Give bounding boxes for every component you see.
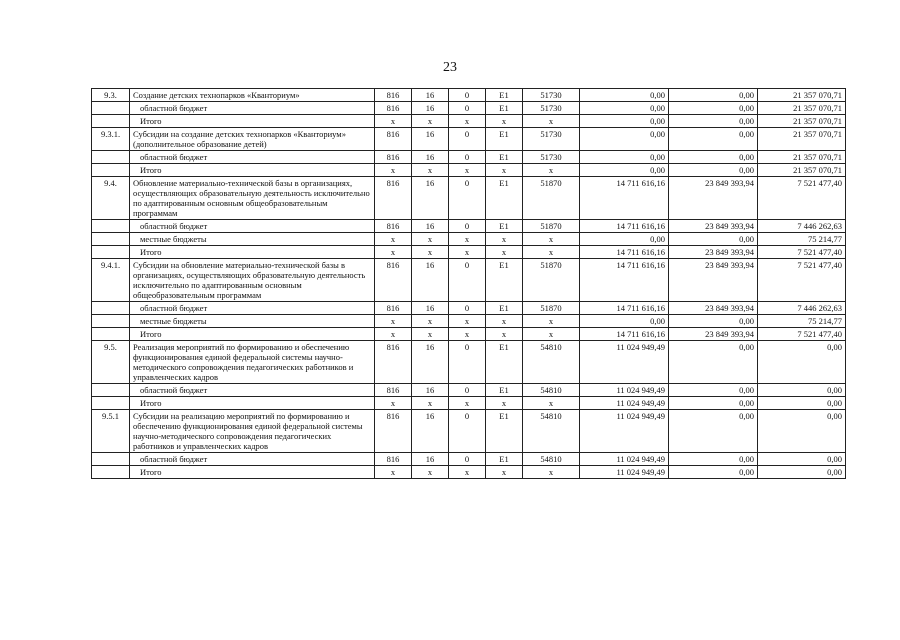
amount-year-2-cell: 0,00 [669,89,758,102]
code-project-cell: Е1 [486,151,523,164]
amount-year-3-cell: 21 357 070,71 [758,89,846,102]
row-name-cell: Субсидии на обновление материально-технической базы в организациях, осуществляющих образовательную деятельность исключительно по адаптированным основным общеобразовательным программам [130,259,375,302]
code-section-cell: 16 [412,102,449,115]
row-name-cell: Субсидии на создание детских технопарков «Кванториум» (дополнительное образование детей) [130,128,375,151]
amount-year-1-cell: 11 024 949,49 [580,466,669,479]
budget-table [91,88,846,479]
amount-year-1-cell: 14 711 616,16 [580,328,669,341]
row-number-cell [92,151,130,164]
amount-year-2-cell: 0,00 [669,453,758,466]
code-target-cell: x [523,115,580,128]
table-row [92,220,846,233]
code-target-cell: 54810 [523,384,580,397]
amount-year-3-cell: 21 357 070,71 [758,102,846,115]
code-ministry-cell: 816 [375,410,412,453]
row-name-cell: местные бюджеты [130,233,375,246]
amount-year-3-cell: 21 357 070,71 [758,128,846,151]
row-number-cell: 9.3. [92,89,130,102]
code-subsection-cell: 0 [449,453,486,466]
row-number-cell [92,102,130,115]
code-target-cell: 51870 [523,220,580,233]
amount-year-1-cell: 0,00 [580,128,669,151]
code-project-cell: Е1 [486,128,523,151]
amount-year-3-cell: 0,00 [758,341,846,384]
code-section-cell: 16 [412,89,449,102]
amount-year-3-cell: 0,00 [758,466,846,479]
amount-year-2-cell: 0,00 [669,151,758,164]
row-number-cell [92,233,130,246]
code-section-cell: x [412,246,449,259]
amount-year-3-cell: 21 357 070,71 [758,164,846,177]
amount-year-1-cell: 0,00 [580,102,669,115]
amount-year-2-cell: 0,00 [669,466,758,479]
row-name-cell: Итого [130,246,375,259]
code-target-cell: 51730 [523,151,580,164]
code-target-cell: 54810 [523,341,580,384]
amount-year-3-cell: 75 214,77 [758,315,846,328]
code-subsection-cell: 0 [449,89,486,102]
table-row [92,102,846,115]
code-project-cell: Е1 [486,89,523,102]
row-name-cell: Итого [130,164,375,177]
amount-year-2-cell: 0,00 [669,128,758,151]
code-ministry-cell: x [375,466,412,479]
code-subsection-cell: x [449,466,486,479]
code-section-cell: 16 [412,453,449,466]
row-number-cell: 9.4. [92,177,130,220]
code-target-cell: 54810 [523,453,580,466]
amount-year-1-cell: 0,00 [580,115,669,128]
table-row [92,410,846,453]
code-ministry-cell: x [375,328,412,341]
code-target-cell: x [523,246,580,259]
amount-year-2-cell: 0,00 [669,384,758,397]
row-name-cell: местные бюджеты [130,315,375,328]
amount-year-1-cell: 14 711 616,16 [580,177,669,220]
amount-year-3-cell: 0,00 [758,453,846,466]
row-name-cell: областной бюджет [130,453,375,466]
row-number-cell [92,246,130,259]
amount-year-1-cell: 14 711 616,16 [580,220,669,233]
code-target-cell: x [523,233,580,246]
amount-year-3-cell: 0,00 [758,397,846,410]
code-project-cell: Е1 [486,259,523,302]
code-project-cell: Е1 [486,220,523,233]
row-name-cell: областной бюджет [130,102,375,115]
code-target-cell: x [523,164,580,177]
amount-year-3-cell: 7 446 262,63 [758,302,846,315]
code-ministry-cell: 816 [375,177,412,220]
code-subsection-cell: 0 [449,102,486,115]
amount-year-2-cell: 0,00 [669,102,758,115]
code-subsection-cell: x [449,233,486,246]
row-name-cell: Итого [130,397,375,410]
code-subsection-cell: 0 [449,151,486,164]
table-row [92,246,846,259]
table-row [92,177,846,220]
code-target-cell: 54810 [523,410,580,453]
code-project-cell: x [486,315,523,328]
code-section-cell: 16 [412,128,449,151]
code-ministry-cell: x [375,397,412,410]
row-number-cell [92,302,130,315]
code-ministry-cell: 816 [375,220,412,233]
amount-year-3-cell: 75 214,77 [758,233,846,246]
code-section-cell: x [412,315,449,328]
code-section-cell: x [412,466,449,479]
code-project-cell: Е1 [486,102,523,115]
code-project-cell: Е1 [486,410,523,453]
code-section-cell: 16 [412,384,449,397]
code-target-cell: 51730 [523,89,580,102]
code-ministry-cell: x [375,233,412,246]
amount-year-2-cell: 0,00 [669,233,758,246]
row-number-cell [92,466,130,479]
code-target-cell: 51730 [523,128,580,151]
code-project-cell: Е1 [486,177,523,220]
code-ministry-cell: 816 [375,302,412,315]
code-subsection-cell: 0 [449,128,486,151]
code-project-cell: Е1 [486,302,523,315]
row-number-cell [92,315,130,328]
code-section-cell: x [412,233,449,246]
amount-year-2-cell: 23 849 393,94 [669,328,758,341]
table-row [92,259,846,302]
code-project-cell: x [486,466,523,479]
table-row [92,151,846,164]
row-number-cell: 9.4.1. [92,259,130,302]
row-name-cell: Итого [130,115,375,128]
amount-year-1-cell: 0,00 [580,89,669,102]
table-row [92,384,846,397]
code-ministry-cell: 816 [375,341,412,384]
code-project-cell: Е1 [486,341,523,384]
amount-year-1-cell: 14 711 616,16 [580,259,669,302]
code-section-cell: x [412,397,449,410]
code-ministry-cell: x [375,164,412,177]
amount-year-1-cell: 11 024 949,49 [580,397,669,410]
code-subsection-cell: 0 [449,341,486,384]
code-target-cell: 51730 [523,102,580,115]
code-ministry-cell: 816 [375,259,412,302]
amount-year-2-cell: 0,00 [669,341,758,384]
code-target-cell: x [523,466,580,479]
amount-year-1-cell: 0,00 [580,164,669,177]
row-number-cell [92,115,130,128]
code-project-cell: Е1 [486,453,523,466]
row-name-cell: областной бюджет [130,302,375,315]
table-row [92,302,846,315]
amount-year-3-cell: 0,00 [758,384,846,397]
row-number-cell: 9.5. [92,341,130,384]
code-project-cell: x [486,397,523,410]
code-project-cell: x [486,233,523,246]
table-row [92,164,846,177]
amount-year-2-cell: 0,00 [669,115,758,128]
row-name-cell: Итого [130,466,375,479]
table-row [92,341,846,384]
table-row [92,397,846,410]
amount-year-3-cell: 21 357 070,71 [758,151,846,164]
row-number-cell [92,453,130,466]
code-ministry-cell: 816 [375,151,412,164]
amount-year-3-cell: 7 521 477,40 [758,177,846,220]
row-number-cell [92,328,130,341]
code-subsection-cell: 0 [449,177,486,220]
row-name-cell: Обновление материально-технической базы в организациях, осуществляющих образовательную деятельность исключительно по адаптированным основным общеобразовательным программам [130,177,375,220]
code-ministry-cell: 816 [375,102,412,115]
amount-year-1-cell: 11 024 949,49 [580,453,669,466]
amount-year-3-cell: 7 446 262,63 [758,220,846,233]
code-target-cell: x [523,328,580,341]
code-target-cell: x [523,397,580,410]
row-name-cell: Реализация мероприятий по формированию и обеспечению функционирования единой федеральной системы научно-методического сопровождения педагогических работников и управленческих кадров [130,341,375,384]
code-target-cell: 51870 [523,259,580,302]
code-subsection-cell: x [449,115,486,128]
code-section-cell: 16 [412,302,449,315]
code-project-cell: x [486,246,523,259]
row-number-cell [92,164,130,177]
code-ministry-cell: 816 [375,89,412,102]
code-section-cell: x [412,328,449,341]
row-number-cell: 9.5.1 [92,410,130,453]
code-section-cell: 16 [412,341,449,384]
amount-year-1-cell: 0,00 [580,151,669,164]
code-subsection-cell: 0 [449,220,486,233]
amount-year-1-cell: 0,00 [580,233,669,246]
code-project-cell: x [486,328,523,341]
row-number-cell [92,384,130,397]
code-subsection-cell: x [449,164,486,177]
amount-year-2-cell: 23 849 393,94 [669,177,758,220]
table-row [92,453,846,466]
row-name-cell: Субсидии на реализацию мероприятий по формированию и обеспечению функционирования единой федеральной системы научно-методического сопровождения педагогических работников и управленческих кадров [130,410,375,453]
row-number-cell [92,397,130,410]
amount-year-2-cell: 0,00 [669,164,758,177]
code-section-cell: 16 [412,410,449,453]
code-project-cell: x [486,164,523,177]
amount-year-3-cell: 7 521 477,40 [758,328,846,341]
code-ministry-cell: 816 [375,384,412,397]
code-subsection-cell: 0 [449,302,486,315]
code-subsection-cell: x [449,328,486,341]
code-subsection-cell: 0 [449,259,486,302]
table-row [92,89,846,102]
row-name-cell: областной бюджет [130,151,375,164]
code-ministry-cell: 816 [375,453,412,466]
code-ministry-cell: x [375,246,412,259]
code-subsection-cell: x [449,397,486,410]
code-section-cell: 16 [412,151,449,164]
amount-year-1-cell: 11 024 949,49 [580,384,669,397]
code-section-cell: x [412,115,449,128]
budget-table-body [92,89,846,479]
amount-year-2-cell: 0,00 [669,315,758,328]
row-name-cell: областной бюджет [130,384,375,397]
amount-year-3-cell: 7 521 477,40 [758,259,846,302]
row-name-cell: областной бюджет [130,220,375,233]
amount-year-2-cell: 0,00 [669,410,758,453]
amount-year-3-cell: 0,00 [758,410,846,453]
code-subsection-cell: x [449,246,486,259]
amount-year-2-cell: 23 849 393,94 [669,220,758,233]
code-section-cell: 16 [412,177,449,220]
code-target-cell: 51870 [523,302,580,315]
amount-year-2-cell: 23 849 393,94 [669,302,758,315]
code-section-cell: x [412,164,449,177]
code-ministry-cell: 816 [375,128,412,151]
page-number: 23 [443,60,457,75]
code-subsection-cell: 0 [449,410,486,453]
amount-year-3-cell: 7 521 477,40 [758,246,846,259]
row-number-cell [92,220,130,233]
code-project-cell: x [486,115,523,128]
code-target-cell: x [523,315,580,328]
amount-year-1-cell: 14 711 616,16 [580,302,669,315]
code-section-cell: 16 [412,259,449,302]
amount-year-1-cell: 14 711 616,16 [580,246,669,259]
row-name-cell: Создание детских технопарков «Кванториум» [130,89,375,102]
table-row [92,128,846,151]
amount-year-2-cell: 23 849 393,94 [669,246,758,259]
code-subsection-cell: x [449,315,486,328]
table-row [92,115,846,128]
code-ministry-cell: x [375,115,412,128]
amount-year-1-cell: 11 024 949,49 [580,341,669,384]
amount-year-3-cell: 21 357 070,71 [758,115,846,128]
amount-year-1-cell: 0,00 [580,315,669,328]
code-ministry-cell: x [375,315,412,328]
code-target-cell: 51870 [523,177,580,220]
row-name-cell: Итого [130,328,375,341]
row-number-cell: 9.3.1. [92,128,130,151]
amount-year-1-cell: 11 024 949,49 [580,410,669,453]
table-row [92,233,846,246]
amount-year-2-cell: 23 849 393,94 [669,259,758,302]
code-project-cell: Е1 [486,384,523,397]
table-row [92,466,846,479]
table-row [92,315,846,328]
amount-year-2-cell: 0,00 [669,397,758,410]
table-row [92,328,846,341]
code-subsection-cell: 0 [449,384,486,397]
code-section-cell: 16 [412,220,449,233]
